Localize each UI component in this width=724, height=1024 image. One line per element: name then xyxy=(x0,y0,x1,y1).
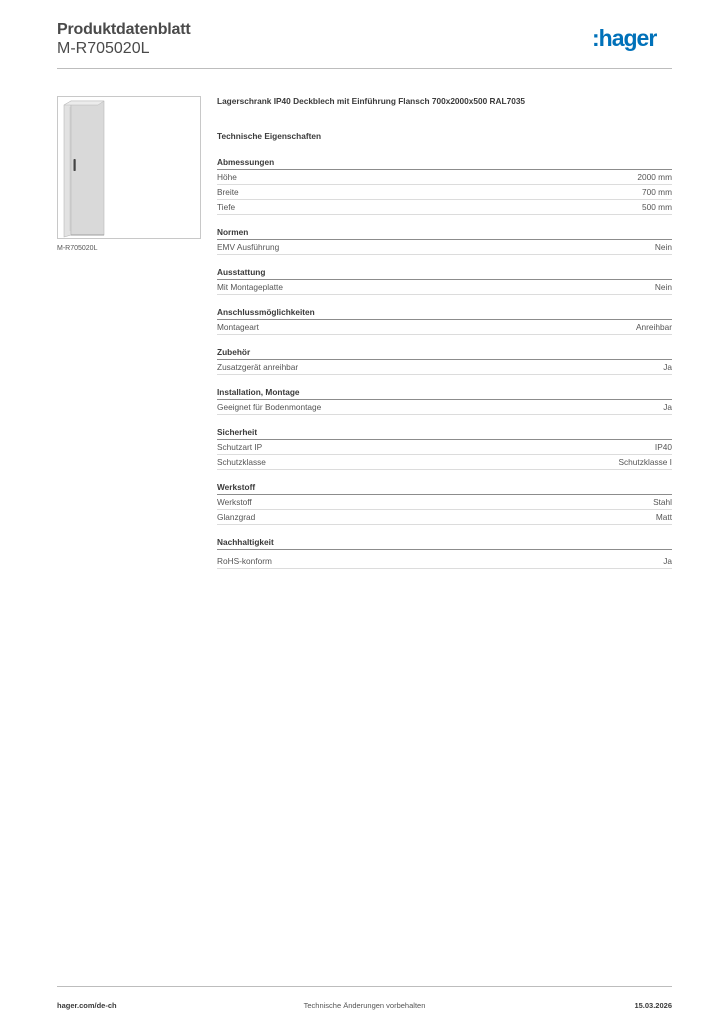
spec-label: Mit Montageplatte xyxy=(217,282,283,292)
spec-value: Stahl xyxy=(653,497,672,507)
section-title: Installation, Montage xyxy=(217,386,672,400)
page-footer xyxy=(57,990,672,1010)
spec-label: RoHS-konform xyxy=(217,556,272,566)
spec-section xyxy=(217,156,672,215)
spec-value: Ja xyxy=(663,362,672,372)
cabinet-image xyxy=(57,96,201,239)
footer-disclaimer: Technische Änderungen vorbehalten xyxy=(303,1001,426,1010)
section-title: Sicherheit xyxy=(217,426,672,440)
spec-value: IP40 xyxy=(654,442,672,452)
spec-section xyxy=(217,306,672,335)
spec-row xyxy=(217,280,672,295)
section-title: Nachhaltigkeit xyxy=(217,536,672,550)
spec-row xyxy=(217,400,672,415)
spec-section xyxy=(217,266,672,295)
section-title: Werkstoff xyxy=(217,481,672,495)
spec-value: Schutzklasse I xyxy=(618,457,672,467)
product-code: M-R705020L xyxy=(57,40,150,57)
spec-section xyxy=(217,481,672,525)
spec-row xyxy=(217,185,672,200)
spec-row xyxy=(217,455,672,470)
spec-value: 2000 mm xyxy=(637,172,672,182)
spec-section xyxy=(217,426,672,470)
spec-label: Glanzgrad xyxy=(217,512,256,522)
spec-section xyxy=(217,386,672,415)
spec-row xyxy=(217,510,672,525)
spec-value: Nein xyxy=(654,282,672,292)
spec-label: Werkstoff xyxy=(217,497,252,507)
spec-value: 700 mm xyxy=(642,187,672,197)
tech-heading: Technische Eigenschaften xyxy=(217,131,322,141)
spec-row xyxy=(217,440,672,455)
footer-date: 15.03.2026 xyxy=(634,1001,672,1010)
document-title: Produktdatenblatt xyxy=(57,21,191,38)
spec-value: Ja xyxy=(663,556,672,566)
spec-value: Matt xyxy=(655,512,672,522)
spec-value: Anreihbar xyxy=(636,322,672,332)
spec-label: Höhe xyxy=(217,172,237,182)
section-title: Ausstattung xyxy=(217,266,672,280)
spec-row xyxy=(217,495,672,510)
spec-section xyxy=(217,536,672,569)
spec-row xyxy=(217,554,672,569)
spec-section xyxy=(217,226,672,255)
spec-value: Nein xyxy=(654,242,672,252)
spec-sections xyxy=(217,156,672,569)
hager-logo xyxy=(592,26,672,52)
spec-label: Schutzart IP xyxy=(217,442,263,452)
page-header xyxy=(57,21,672,69)
product-details xyxy=(217,95,672,580)
header-divider xyxy=(57,68,672,69)
spec-label: Tiefe xyxy=(217,202,236,212)
spec-row xyxy=(217,360,672,375)
footer-website-link[interactable]: hager.com/de-ch xyxy=(57,1001,117,1010)
section-title: Anschlussmöglichkeiten xyxy=(217,306,672,320)
spec-label: Zusatzgerät anreihbar xyxy=(217,362,299,372)
spec-label: Breite xyxy=(217,187,239,197)
logo-text: :hager xyxy=(592,26,657,51)
spec-row xyxy=(217,240,672,255)
spec-row xyxy=(217,170,672,185)
spec-label: EMV Ausführung xyxy=(217,242,280,252)
product-name: Lagerschrank IP40 Deckblech mit Einführung Flansch 700x2000x500 RAL7035 xyxy=(217,96,526,106)
spec-value: 500 mm xyxy=(642,202,672,212)
image-caption: M-R705020L xyxy=(57,245,98,252)
spec-row xyxy=(217,320,672,335)
spec-value: Ja xyxy=(663,402,672,412)
section-title: Zubehör xyxy=(217,346,672,360)
section-title: Normen xyxy=(217,226,672,240)
spec-label: Montageart xyxy=(217,322,259,332)
spec-label: Schutzklasse xyxy=(217,457,266,467)
spec-label: Geeignet für Bodenmontage xyxy=(217,402,322,412)
spec-row xyxy=(217,200,672,215)
spec-section xyxy=(217,346,672,375)
section-title: Abmessungen xyxy=(217,156,672,170)
footer-divider xyxy=(57,986,672,987)
